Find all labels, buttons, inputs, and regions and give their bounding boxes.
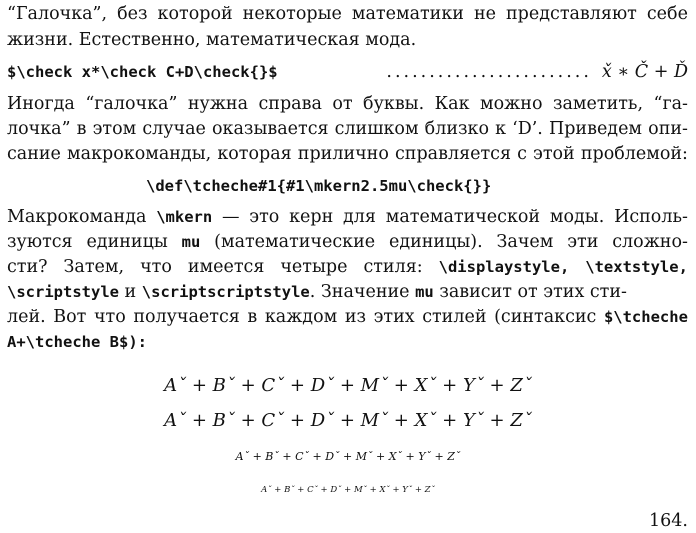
formula-textstyle: Aˇ + Bˇ + Cˇ + Dˇ + Mˇ + Xˇ + Yˇ + Zˇ bbox=[164, 410, 532, 431]
para3-line3: сти? Затем, что имеется четыре стиля: \displaystyle, \textstyle, bbox=[7, 257, 688, 277]
para3-line2: зуются единицы mu (математические единицы). Зачем эти сложно- bbox=[7, 232, 688, 252]
code-example-row bbox=[7, 60, 688, 84]
para3-line6: A+\tcheche B$): bbox=[7, 333, 147, 351]
macro-definition: \def\tcheche#1{#1\mkern2.5mu\check{}} bbox=[146, 177, 492, 195]
para2-line1: Иногда “галочка” нужна справа от буквы. Как можно заметить, “га- bbox=[7, 94, 688, 114]
code-example: $\check x*\check C+D\check{}$ bbox=[7, 63, 278, 81]
para2-line2: лочка” в этом случае оказывается слишком близко к ‘D’. Приведем опи- bbox=[7, 119, 688, 139]
leader-dots: ........................ bbox=[386, 62, 592, 82]
para1-line2: жизни. Естественно, математическая мода. bbox=[7, 30, 417, 50]
para1-line1: “Галочка”, без которой некоторые математики не представляют себе bbox=[7, 4, 688, 24]
para3-line4: \scriptstyle и \scriptscriptstyle. Значение mu зависит от этих сти- bbox=[7, 282, 627, 302]
formula-scriptstyle: Aˇ + Bˇ + Cˇ + Dˇ + Mˇ + Xˇ + Yˇ + Zˇ bbox=[235, 450, 461, 463]
para3-line5: лей. Вот что получается в каждом из этих стилей (синтаксис $\tcheche bbox=[7, 307, 688, 327]
para3-line1: Макрокоманда \mkern — это керн для математической моды. Исполь- bbox=[7, 207, 688, 227]
formula-scriptscriptstyle: Aˇ + Bˇ + Cˇ + Dˇ + Mˇ + Xˇ + Yˇ + Zˇ bbox=[261, 485, 435, 495]
page-number: 164. bbox=[649, 511, 688, 531]
rendered-math: x̌ ∗ Č + Ď bbox=[601, 62, 688, 82]
para2-line3: сание макрокоманды, которая прилично справляется с этой проблемой: bbox=[7, 144, 688, 164]
formula-displaystyle: Aˇ + Bˇ + Cˇ + Dˇ + Mˇ + Xˇ + Yˇ + Zˇ bbox=[164, 375, 532, 396]
